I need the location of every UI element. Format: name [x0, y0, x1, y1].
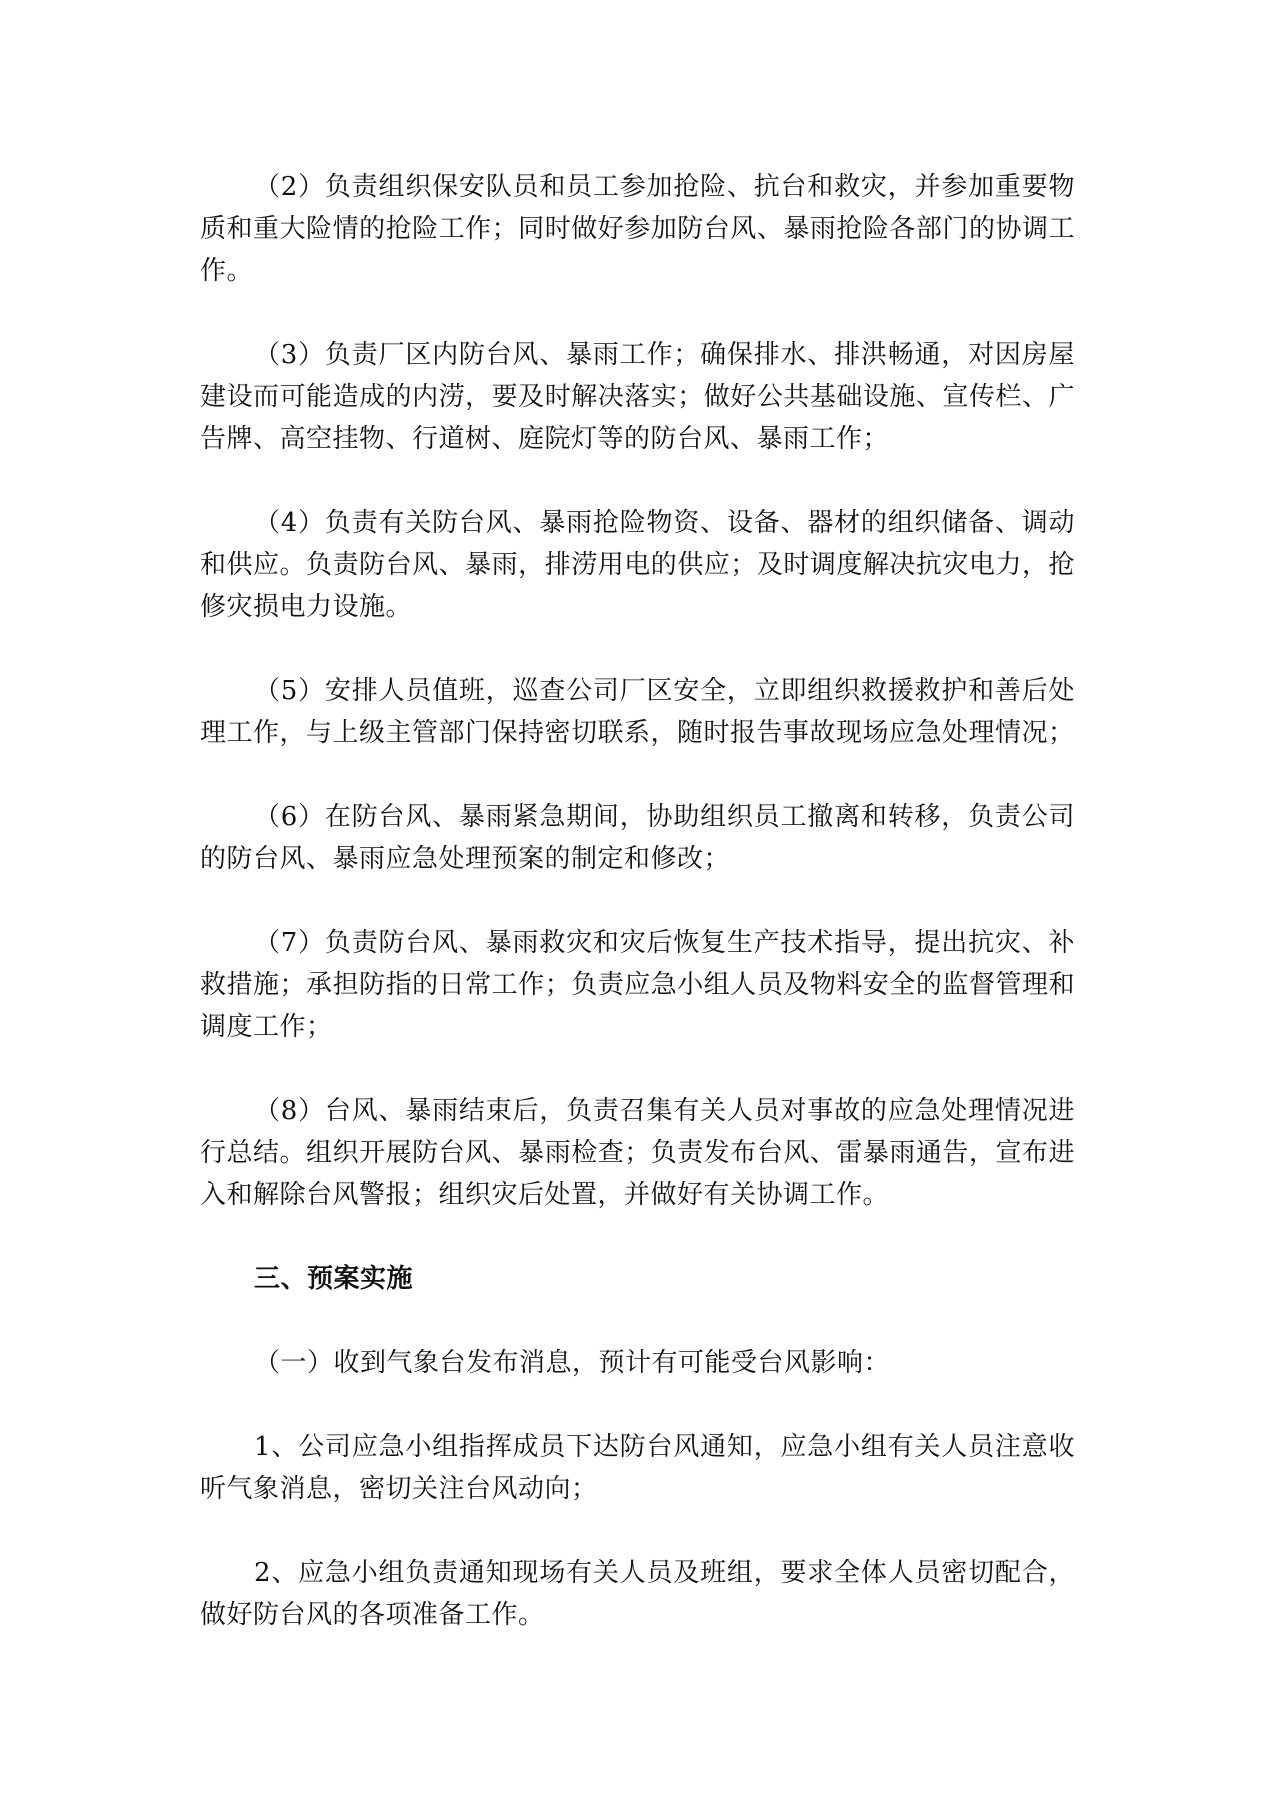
paragraph-duty-7: （7）负责防台风、暴雨救灾和灾后恢复生产技术指导，提出抗灾、补救措施；承担防指的日常工作；负责应急小组人员及物料安全的监督管理和调度工作； — [200, 928, 1075, 1042]
paragraph-duty-5: （5）安排人员值班，巡查公司厂区安全，立即组织救援救护和善后处理工作，与上级主管部门保持密切联系，随时报告事故现场应急处理情况； — [200, 676, 1075, 748]
list-item-2: 2、应急小组负责通知现场有关人员及班组，要求全体人员密切配合，做好防台风的各项准备工作。 — [200, 1558, 1075, 1630]
paragraph-duty-2: （2）负责组织保安队员和员工参加抢险、抗台和救灾，并参加重要物质和重大险情的抢险工作；同时做好参加防台风、暴雨抢险各部门的协调工作。 — [200, 172, 1075, 286]
paragraph-duty-4: （4）负责有关防台风、暴雨抢险物资、设备、器材的组织储备、调动和供应。负责防台风、暴雨，排涝用电的供应；及时调度解决抗灾电力，抢修灾损电力设施。 — [200, 508, 1075, 622]
subsection-heading: （一）收到气象台发布消息，预计有可能受台风影响： — [254, 1348, 891, 1378]
section-heading: 三、预案实施 — [254, 1264, 414, 1294]
paragraph-duty-8: （8）台风、暴雨结束后，负责召集有关人员对事故的应急处理情况进行总结。组织开展防台风、暴雨检查；负责发布台风、雷暴雨通告，宣布进入和解除台风警报；组织灾后处置，并做好有关协调工作。 — [200, 1096, 1075, 1210]
paragraph-duty-3: （3）负责厂区内防台风、暴雨工作；确保排水、排洪畅通，对因房屋建设而可能造成的内涝，要及时解决落实；做好公共基础设施、宣传栏、广告牌、高空挂物、行道树、庭院灯等的防台风、暴雨工作； — [200, 340, 1075, 454]
paragraph-duty-6: （6）在防台风、暴雨紧急期间，协助组织员工撤离和转移，负责公司的防台风、暴雨应急处理预案的制定和修改； — [200, 802, 1075, 874]
list-item-1: 1、公司应急小组指挥成员下达防台风通知，应急小组有关人员注意收听气象消息，密切关注台风动向； — [200, 1432, 1075, 1504]
